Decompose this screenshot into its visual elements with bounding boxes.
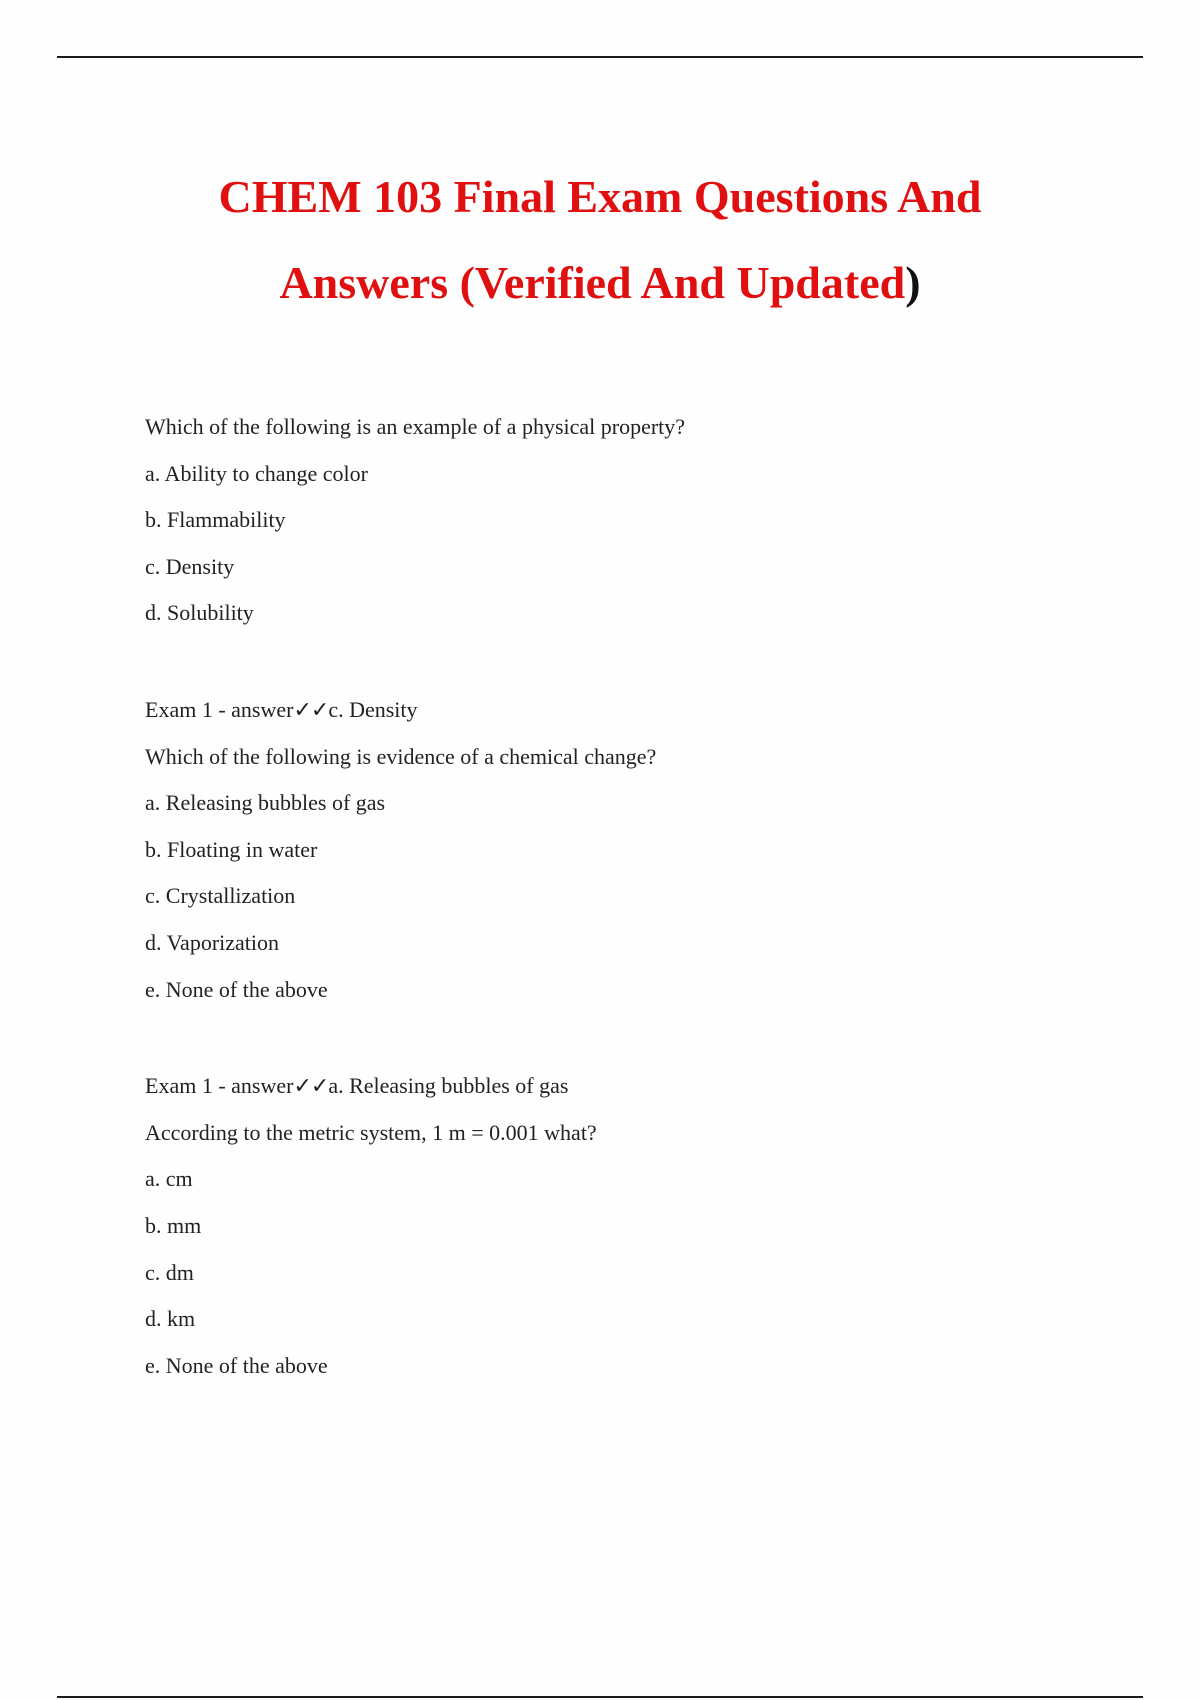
footer-rule [57, 1696, 1143, 1698]
answer-option: d. Solubility [145, 600, 254, 626]
title-text-1: CHEM 103 Final Exam Questions And [218, 171, 982, 222]
header-rule [57, 56, 1143, 58]
answer-line [145, 687, 1105, 734]
exam-content [145, 404, 1105, 1389]
question-text: Which of the following is an example of a physical property? [145, 414, 686, 439]
answer-value: a. Releasing bubbles of gas [328, 1073, 569, 1099]
document-title-line-1 [0, 171, 1200, 222]
answer-option: c. dm [145, 1259, 194, 1285]
document-title-line-2 [0, 257, 1200, 308]
answer-option: e. None of the above [145, 1352, 328, 1378]
answer-option: b. Floating in water [145, 836, 318, 862]
title-text-2: Answers (Verified And Updated [279, 257, 906, 308]
answer-prefix: Exam 1 - answer [145, 696, 294, 722]
answer-option: a. Releasing bubbles of gas [145, 790, 386, 816]
question-text: According to the metric system, 1 m = 0.001 what? [145, 1119, 597, 1145]
answer-option: c. Crystallization [145, 883, 296, 909]
answer-option: b. mm [145, 1212, 202, 1238]
answer-prefix: Exam 1 - answer [145, 1073, 294, 1099]
double-check-icon: ✓✓ [293, 697, 329, 723]
answer-option: c. Density [145, 553, 235, 579]
answer-option: a. Ability to change color [145, 460, 368, 486]
question-text: Which of the following is evidence of a chemical change? [145, 743, 657, 769]
answer-line [145, 1063, 1105, 1110]
answer-option: d. Vaporization [145, 929, 280, 955]
answer-option: b. Flammability [145, 507, 286, 533]
answer-option: a. cm [145, 1166, 193, 1192]
title-closing-paren: ) [905, 257, 921, 308]
double-check-icon: ✓✓ [293, 1074, 329, 1100]
answer-option: e. None of the above [145, 976, 328, 1002]
answer-value: c. Density [328, 696, 418, 722]
answer-option: d. km [145, 1306, 196, 1332]
